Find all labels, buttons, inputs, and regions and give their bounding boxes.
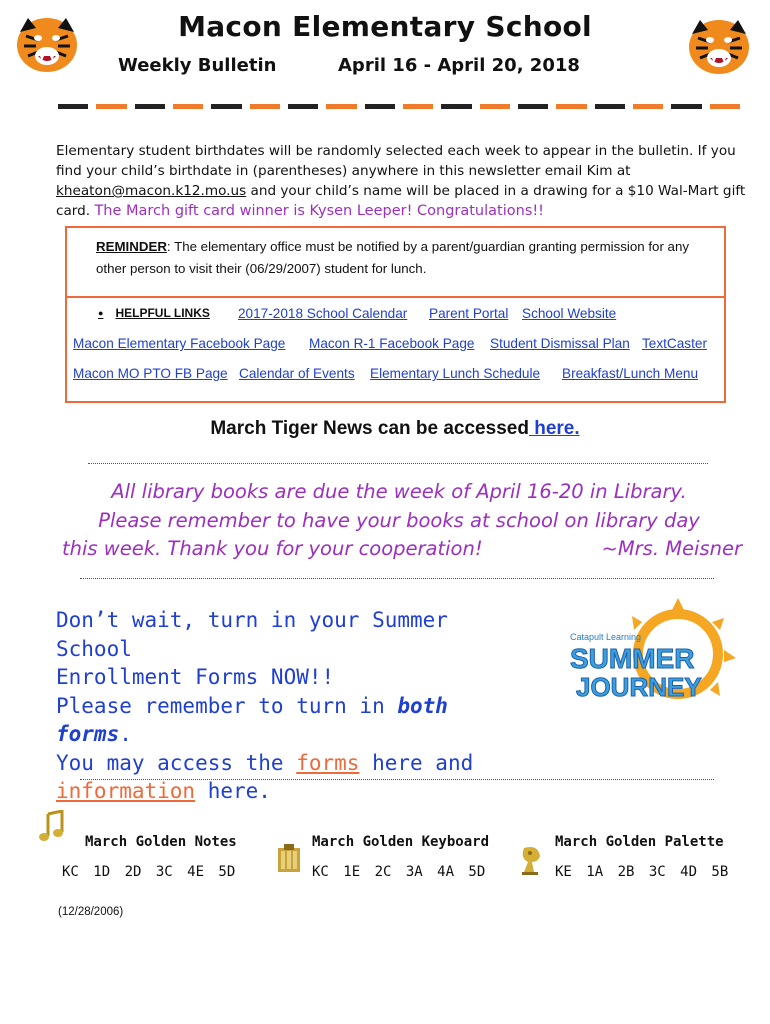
summer-line-5-end: here. xyxy=(195,779,271,803)
library-line-3-row xyxy=(56,535,742,564)
summer-line-5 xyxy=(56,777,536,806)
logo-summer-text: SUMMER xyxy=(570,643,695,674)
reminder-text: : The elementary office must be notified by a parent/guardian granting permission for any other person to visit their (06/29/2007) student for lunch. xyxy=(96,239,689,276)
rule-dash xyxy=(595,104,625,109)
summer-line-3-end: . xyxy=(119,722,132,746)
link-school-calendar[interactable]: 2017-2018 School Calendar xyxy=(238,306,408,321)
rule-dash xyxy=(480,104,510,109)
rule-dash xyxy=(710,104,740,109)
tiger-news-text: March Tiger News can be accessed xyxy=(210,418,529,439)
school-title: Macon Elementary School xyxy=(178,10,592,43)
bulletin-label: Weekly Bulletin xyxy=(118,55,277,76)
link-lunch-schedule[interactable]: Elementary Lunch Schedule xyxy=(370,366,541,381)
dotted-divider-2 xyxy=(80,578,714,579)
palette-icon xyxy=(518,844,544,876)
rule-dash xyxy=(211,104,241,109)
keyboard-icon xyxy=(276,842,302,874)
link-school-website[interactable]: School Website xyxy=(522,306,617,321)
summer-line-3 xyxy=(56,692,536,749)
birthday-text: Elementary student birthdates will be randomly selected each week to appear in the bulletin. If you find your child’s birthdate in (parentheses) anywhere in this newsletter email Kim at xyxy=(56,143,736,179)
rule-dash xyxy=(58,104,88,109)
library-line-1: All library books are due the week of April 16-20 in Library. xyxy=(111,480,687,503)
summer-line-4-end: here and xyxy=(359,750,474,775)
link-dismissal-plan[interactable]: Student Dismissal Plan xyxy=(490,336,630,351)
email-link[interactable]: kheaton@macon.k12.mo.us xyxy=(56,183,247,199)
link-textcaster[interactable]: TextCaster xyxy=(642,336,707,351)
summer-line-3-text: Please remember to turn in xyxy=(56,693,398,718)
logo-brand-text: Catapult Learning xyxy=(570,632,642,642)
library-notice xyxy=(56,478,742,564)
logo-journey-text: JOURNEY xyxy=(576,672,702,702)
rule-dash xyxy=(441,104,471,109)
rule-dash xyxy=(96,104,126,109)
birthday-paragraph xyxy=(56,141,746,221)
award-values-keyboard: KC 1E 2C 3A 4A 5D xyxy=(312,864,486,880)
reminder-label: REMINDER xyxy=(96,239,167,254)
both-forms-emphasis: both forms xyxy=(56,693,448,746)
rule-dash xyxy=(671,104,701,109)
library-line-2: Please remember to have your books at school on library day xyxy=(98,508,700,532)
link-pto-facebook[interactable]: Macon MO PTO FB Page xyxy=(73,366,228,381)
music-note-icon xyxy=(38,810,64,842)
rule-dash xyxy=(173,104,203,109)
summer-school-notice xyxy=(56,606,536,806)
rule-dash xyxy=(135,104,165,109)
rule-dash xyxy=(288,104,318,109)
dotted-divider-1 xyxy=(88,463,708,464)
award-values-notes: KC 1D 2D 3C 4E 5D xyxy=(62,864,236,880)
link-elementary-facebook[interactable]: Macon Elementary Facebook Page xyxy=(73,336,286,351)
summer-line-2: Enrollment Forms NOW!! xyxy=(56,665,335,689)
library-signature: ~Mrs. Meisner xyxy=(601,537,742,560)
award-title-palette: March Golden Palette xyxy=(555,834,724,850)
dotted-divider-3 xyxy=(80,779,714,780)
rule-dash xyxy=(250,104,280,109)
information-link[interactable]: information xyxy=(56,779,196,803)
rule-dash xyxy=(326,104,356,109)
link-calendar-events[interactable]: Calendar of Events xyxy=(239,366,355,381)
link-breakfast-lunch-menu[interactable]: Breakfast/Lunch Menu xyxy=(562,366,699,381)
gift-card-winner: The March gift card winner is Kysen Leeper! Congratulations!! xyxy=(94,203,544,219)
summer-journey-logo xyxy=(560,596,740,714)
tiger-news-link[interactable]: here. xyxy=(528,418,580,439)
rule-dash xyxy=(556,104,586,109)
summer-line-1: Don’t wait, turn in your Summer School xyxy=(56,608,448,661)
header-divider xyxy=(58,104,740,109)
tiger-news-line xyxy=(0,418,770,440)
footer-birthdate: (12/28/2006) xyxy=(58,906,124,918)
birthday-text-end: and your child’s name will be placed in a drawing for a $10 Wal-Mart gift card. xyxy=(56,183,746,219)
date-range: April 16 - April 20, 2018 xyxy=(338,55,580,76)
rule-dash xyxy=(633,104,663,109)
forms-link[interactable]: forms xyxy=(296,750,360,775)
summer-line-4-text: You may access the xyxy=(56,750,297,775)
rule-dash xyxy=(403,104,433,109)
helpful-links-label: ● HELPFUL LINKS xyxy=(98,306,210,320)
reminder-notice xyxy=(96,236,721,280)
award-title-keyboard: March Golden Keyboard xyxy=(312,834,490,850)
award-values-palette: KE 1A 2B 3C 4D 5B xyxy=(555,864,729,880)
links-box-divider xyxy=(65,296,726,298)
award-title-notes: March Golden Notes xyxy=(85,834,237,850)
rule-dash xyxy=(518,104,548,109)
link-r1-facebook[interactable]: Macon R-1 Facebook Page xyxy=(309,336,475,351)
rule-dash xyxy=(365,104,395,109)
link-parent-portal[interactable]: Parent Portal xyxy=(429,306,509,321)
library-line-3: this week. Thank you for your cooperation! xyxy=(62,537,483,560)
summer-line-4 xyxy=(56,749,536,778)
